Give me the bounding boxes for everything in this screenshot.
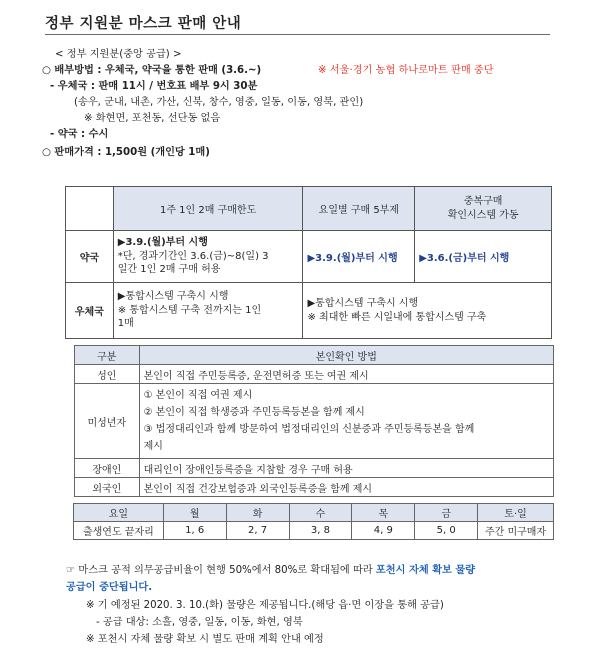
digits-fri: 5, 0 <box>415 522 478 540</box>
header-duplicate-line1: 중복구매 <box>463 196 503 207</box>
header-method: 본인확인 방법 <box>139 346 553 365</box>
minor-line2: ② 본인이 직접 학생증과 주민등록등본을 함께 제시 <box>143 407 365 418</box>
post-limit-line2: ※ 통합시스템 구축 전까지는 1인 <box>117 304 262 316</box>
method-minor <box>139 384 553 459</box>
header-tue: 화 <box>226 504 289 522</box>
pharmacy-rotation-cell: ▶3.9.(월)부터 시행 <box>303 231 415 283</box>
header-weekend: 토·일 <box>478 504 554 522</box>
notice-sub2: - 공급 대상: 소흘, 영중, 일동, 이동, 화현, 영북 <box>96 617 303 628</box>
header-weekly-limit: 1주 1인 2매 구매한도 <box>113 187 303 231</box>
purchase-policy-table <box>65 186 552 339</box>
pharmacy-limit-cell <box>113 231 303 283</box>
distribution-method: ○ 배부방법 : 우체국, 약국을 통한 판매 (3.6.~) <box>42 65 262 76</box>
header-duplicate-check <box>415 187 552 231</box>
post-office-areas: (송우, 군내, 내촌, 가산, 신북, 창수, 영중, 일동, 이동, 영북, 관인) <box>74 97 364 108</box>
label-foreigner: 외국인 <box>75 478 140 497</box>
pharmacy-limit-note1: *단, 경과기간인 3.6.(금)~8(일) 3 <box>117 250 269 262</box>
five-day-rotation-table <box>73 503 554 540</box>
page-title: 정부 지원분 마스크 판매 안내 <box>45 16 242 32</box>
minor-line4: 제시 <box>143 441 163 452</box>
method-disabled: 대리인이 장애인등록증을 지참할 경우 구매 허용 <box>139 459 553 478</box>
pharmacy-schedule: - 약국 : 수시 <box>50 129 109 140</box>
minor-line1: ① 본인이 직접 여권 제시 <box>143 390 253 401</box>
minor-line3: ③ 법정대리인과 함께 방문하여 법정대리인의 신분증과 주민등록등본을 함께 <box>143 424 475 435</box>
table-corner <box>66 187 114 231</box>
header-mon: 월 <box>163 504 226 522</box>
post-limit-line1: ▶통합시스템 구축시 시행 <box>117 291 229 303</box>
label-adult: 성인 <box>75 365 140 384</box>
row-label-pharmacy: 약국 <box>66 231 114 283</box>
identity-check-table <box>74 345 554 497</box>
pharmacy-limit-note2: 일간 1인 2매 구매 허용 <box>117 264 221 276</box>
post-limit-cell <box>113 283 303 339</box>
label-birth-year: 출생연도 끝자리 <box>74 522 164 540</box>
notice-line1-text: ☞ 마스크 공적 의무공급비율이 현행 50%에서 80%로 확대됨에 따라 <box>66 565 376 576</box>
post-system-cell <box>303 283 552 339</box>
post-system-line1: ▶통합시스템 구축시 시행 <box>307 298 419 309</box>
notice-sub1: ※ 기 예정된 2020. 3. 10.(화) 물량은 제공됩니다.(해당 읍·면 이장을 통해 공급) <box>86 600 444 611</box>
header-duplicate-line2: 확인시스템 가동 <box>447 209 519 221</box>
pharmacy-check-cell: ▶3.6.(금)부터 시행 <box>415 231 552 283</box>
notice-highlight: 포천시 자체 확보 물량 <box>375 565 476 576</box>
row-label-post-office: 우체국 <box>66 283 114 339</box>
notice-sub3: ※ 포천시 자체 물량 확보 시 별도 판매 계획 안내 예정 <box>86 634 324 645</box>
digits-mon: 1, 6 <box>163 522 226 540</box>
section-heading: < 정부 지원분(중앙 공급) > <box>55 49 182 60</box>
post-system-line2: ※ 최대한 빠른 시일내에 통합시스템 구축 <box>307 311 487 323</box>
digits-thu: 4, 9 <box>352 522 415 540</box>
header-wed: 수 <box>289 504 352 522</box>
label-minor: 미성년자 <box>75 384 140 459</box>
digits-tue: 2, 7 <box>226 522 289 540</box>
digits-wed: 3, 8 <box>289 522 352 540</box>
post-office-exclusions: ※ 화현면, 포천동, 선단동 없음 <box>84 113 221 124</box>
header-weekday: 요일 <box>74 504 164 522</box>
title-divider <box>45 34 550 35</box>
header-five-day-rotation: 요일별 구매 5부제 <box>303 187 415 231</box>
distribution-note: ※ 서울·경기 농협 하나로마트 판매 중단 <box>318 65 494 76</box>
header-fri: 금 <box>415 504 478 522</box>
pharmacy-limit-date: ▶3.9.(월)부터 시행 <box>117 237 208 249</box>
label-disabled: 장애인 <box>75 459 140 478</box>
sale-price: ○ 판매가격 : 1,500원 (개인당 1매) <box>42 147 210 158</box>
header-thu: 목 <box>352 504 415 522</box>
header-category: 구분 <box>75 346 140 365</box>
method-foreigner: 본인이 직접 건강보험증과 외국인등록증을 함께 제시 <box>139 478 553 497</box>
post-limit-line3: 1매 <box>117 318 134 330</box>
digits-weekend: 주간 미구매자 <box>478 522 554 540</box>
method-adult: 본인이 직접 주민등록증, 운전면허증 또는 여권 제시 <box>139 365 553 384</box>
notice-line1 <box>66 564 475 578</box>
notice-line2: 공급이 중단됩니다. <box>66 582 153 593</box>
post-office-hours: - 우체국 : 판매 11시 / 번호표 배부 9시 30분 <box>50 81 258 92</box>
